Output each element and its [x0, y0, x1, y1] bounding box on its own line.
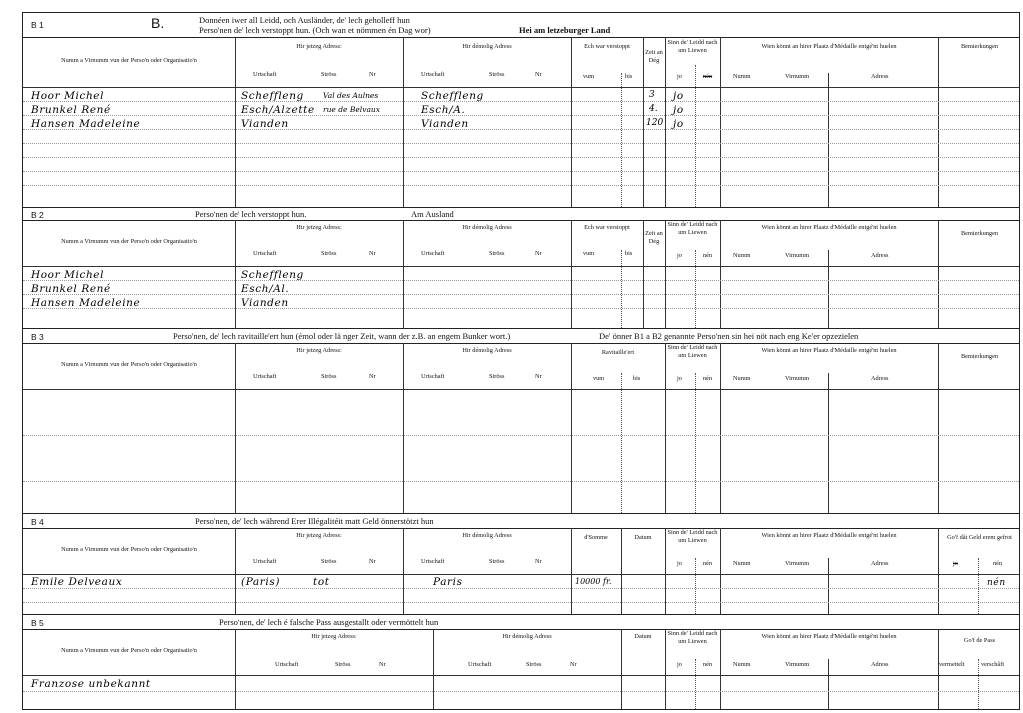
sub-locality: Urtschaft — [253, 558, 277, 565]
entry-street: rue de Belvaux — [323, 105, 380, 114]
col-time-header: Zeit an Dég — [645, 230, 663, 245]
sub-nr: Nr — [369, 250, 376, 257]
sub-pass-issued: vermettelt — [939, 661, 965, 668]
col-former-address-header: Hir démolig Adress — [462, 347, 512, 354]
col-sum-header: d'Somme — [584, 534, 608, 541]
sub-no: nén — [703, 252, 713, 259]
col-supplied-header: Ravitaille'ert — [601, 349, 635, 356]
section-title-line1: Donnéen iwer all Leidd, och Ausländer, de' lech geholleff hun — [199, 15, 410, 25]
sub-street: Ströss — [489, 373, 505, 380]
sub-medal-address: Adress — [871, 73, 889, 80]
sub-locality: Urtschaft — [421, 71, 445, 78]
sub-nr: Nr — [570, 661, 577, 668]
sub-street: Ströss — [321, 558, 337, 565]
col-name-header: Numm a Virnumm vun der Perso'n oder Organisatio'n — [61, 238, 197, 245]
entry-alive: jo — [673, 90, 684, 102]
section-title: Perso'nen, de' lech während Erer Illégalitéit matt Geld önnerstötzt hun — [195, 516, 434, 526]
sub-street: Ströss — [321, 373, 337, 380]
sub-yes: jo — [677, 375, 682, 382]
section-title: Perso'nen de' lech verstoppt hun. — [195, 209, 307, 219]
sub-street: Ströss — [489, 71, 505, 78]
col-hidden-header: Ech war verstoppt — [584, 43, 630, 50]
sub-nr: Nr — [535, 558, 542, 565]
sub-medal-firstname: Virnumm — [785, 661, 810, 668]
entry-name: Brunkel René — [31, 283, 111, 295]
sub-nr: Nr — [369, 71, 376, 78]
sub-from: vum — [583, 250, 595, 257]
sub-locality: Urtschaft — [275, 661, 299, 668]
entry-name: Hansen Madeleine — [31, 297, 141, 309]
sub-locality: Urtschaft — [468, 661, 492, 668]
section-b2 — [22, 207, 1020, 329]
sub-no: nén — [703, 661, 713, 668]
sub-locality: Urtschaft — [253, 373, 277, 380]
sub-street: Ströss — [526, 661, 542, 668]
sub-no: nén — [703, 560, 713, 567]
col-current-address-header: Hir jetzeg Adress: — [296, 347, 342, 354]
sub-from: vum — [583, 73, 595, 80]
col-suffered-header: Sinn de' Leidd nach um Liewen — [667, 39, 718, 54]
sub-street: Ströss — [489, 250, 505, 257]
entry-locality: Esch/Alzette — [241, 104, 315, 116]
section-title-right: De' önner B1 a B2 genannte Perso'nen sin hei nöt nach eng Ke'er opzezielen — [599, 331, 859, 341]
entry-locality: Esch/Al. — [241, 283, 290, 295]
sub-medal-address: Adress — [871, 375, 889, 382]
entry-locality: Scheffleng — [241, 90, 304, 102]
sub-locality: Urtschaft — [421, 558, 445, 565]
sub-to: bis — [633, 375, 641, 382]
sub-medal-name: Numm — [733, 560, 751, 567]
sub-medal-name: Numm — [733, 73, 751, 80]
entry-name: Emile Delveaux — [31, 576, 123, 588]
sub-pass-obtained: verschâft — [981, 661, 1005, 668]
sub-money-no: nén — [993, 560, 1003, 567]
col-suffered-header: Sinn de' Leidd nach um Liewen — [667, 221, 718, 236]
sub-nr: Nr — [535, 373, 542, 380]
section-title-right: Am Ausland — [411, 209, 454, 219]
entry-alive: jo — [673, 104, 684, 116]
sub-no: nén — [703, 375, 713, 382]
sub-medal-name: Numm — [733, 375, 751, 382]
entry-name: Brunkel René — [31, 104, 111, 116]
entry-name: Franzose unbekannt — [31, 678, 151, 690]
entry-locality: Vianden — [241, 118, 289, 130]
col-remarks-header: Bemierkungen — [960, 353, 999, 360]
sub-yes: jo — [677, 252, 682, 259]
entry-street: tot — [313, 576, 330, 588]
col-name-header: Numm a Virnumm vun der Perso'n oder Organisatio'n — [61, 361, 197, 368]
col-suffered-header: Sinn de' Leidd nach um Liewen — [667, 344, 718, 359]
col-former-address-header: Hir démolig Adress — [502, 633, 552, 640]
col-former-address-header: Hir démolig Adress — [462, 224, 512, 231]
col-suffered-header: Sinn de' Leidd nach um Liewen — [667, 529, 718, 544]
entry-former: Vianden — [421, 118, 469, 130]
entry-former: Esch/A. — [421, 104, 466, 116]
sub-from: vum — [593, 375, 605, 382]
col-medal-header: Wien könnt an hirer Plaatz d'Médaille entgé'nt huelen — [761, 347, 897, 354]
sub-street: Ströss — [321, 250, 337, 257]
section-b1 — [22, 12, 1020, 208]
col-name-header: Numm a Virnumm vun der Perso'n oder Organisatio'n — [61, 57, 197, 64]
section-b4 — [22, 513, 1020, 615]
col-date-header: Datum — [634, 633, 652, 640]
sub-money-yes: jo — [953, 560, 958, 567]
section-id: B 1 — [31, 20, 44, 30]
sub-medal-name: Numm — [733, 252, 751, 259]
entry-locality: Scheffleng — [241, 269, 304, 281]
form-letter: B. — [151, 15, 165, 31]
col-medal-header: Wien könnt an hirer Plaatz d'Médaille entgé'nt huelen — [761, 43, 897, 50]
col-former-address-header: Hir démolig Adress — [462, 43, 512, 50]
col-current-address-header: Hir jetzeg Adress: — [296, 224, 342, 231]
col-former-address-header: Hir démolig Adress — [462, 532, 512, 539]
sub-medal-firstname: Virnumm — [785, 73, 810, 80]
col-current-address-header: Hir jetzeg Adress: — [296, 43, 342, 50]
sub-street: Ströss — [335, 661, 351, 668]
sub-medal-firstname: Virnumm — [785, 375, 810, 382]
section-b5 — [22, 614, 1020, 710]
entry-name: Hoor Michel — [31, 269, 105, 281]
sub-nr: Nr — [369, 373, 376, 380]
entry-name: Hansen Madeleine — [31, 118, 141, 130]
entry-former: Scheffleng — [421, 90, 484, 102]
entry-days: 3 — [649, 90, 655, 100]
sub-nr: Nr — [535, 71, 542, 78]
sub-medal-address: Adress — [871, 661, 889, 668]
col-name-header: Numm a Virnumm vun der Perso'n oder Organisatio'n — [61, 546, 197, 553]
entry-locality: (Paris) — [241, 576, 281, 588]
sub-to: bis — [625, 73, 633, 80]
section-id: B 5 — [31, 618, 44, 628]
col-suffered-header: Sinn de' Leidd nach um Liewen — [667, 630, 718, 645]
entry-name: Hoor Michel — [31, 90, 105, 102]
entry-sum: 10000 fr. — [575, 577, 612, 586]
sub-to: bis — [625, 250, 633, 257]
section-b3 — [22, 328, 1020, 514]
sub-nr: Nr — [379, 661, 386, 668]
sub-locality: Urtschaft — [253, 71, 277, 78]
section-title-line2: Perso'nen de' lech verstoppt hun. (Och wan et nömmen én Dag wor) — [199, 25, 431, 35]
entry-locality: Vianden — [241, 297, 289, 309]
entry-days: 4. — [649, 104, 658, 114]
sub-street: Ströss — [489, 558, 505, 565]
section-title-right: Hei am letzeburger Land — [519, 25, 611, 35]
sub-medal-address: Adress — [871, 252, 889, 259]
col-remarks-header: Bemierkungen — [960, 43, 999, 50]
sub-no: nén — [703, 73, 713, 80]
section-id: B 2 — [31, 210, 44, 220]
col-time-header: Zeit an Dég — [645, 49, 663, 64]
sub-medal-firstname: Virnumm — [785, 560, 810, 567]
col-name-header: Numm a Virnumm vun der Perso'n oder Organisatio'n — [61, 647, 197, 654]
sub-street: Ströss — [321, 71, 337, 78]
col-pass-header: Go'f de Pass — [963, 637, 996, 644]
section-id: B 3 — [31, 332, 44, 342]
col-medal-header: Wien könnt an hirer Plaatz d'Médaille entgé'nt huelen — [761, 224, 897, 231]
sub-medal-firstname: Virnumm — [785, 252, 810, 259]
sub-yes: jo — [677, 661, 682, 668]
sub-medal-address: Adress — [871, 560, 889, 567]
col-medal-header: Wien könnt an hirer Plaatz d'Médaille entgé'nt huelen — [761, 633, 897, 640]
entry-days: 120 — [646, 118, 664, 128]
sub-nr: Nr — [369, 558, 376, 565]
sub-nr: Nr — [535, 250, 542, 257]
sub-yes: jo — [677, 560, 682, 567]
section-title: Perso'nen, de' lech é falsche Pass ausgestallt oder vermöttelt hun — [219, 617, 439, 627]
col-money-back-header: Go'f dât Geld erem gefrot — [947, 534, 1012, 541]
sub-locality: Urtschaft — [421, 250, 445, 257]
col-date-header: Datum — [634, 534, 652, 541]
section-title: Perso'nen, de' lech ravitaille'ert hun (émol oder lä nger Zeit, wann der z.B. an engem Bunker wort.) — [173, 331, 511, 341]
sub-locality: Urtschaft — [421, 373, 445, 380]
sub-locality: Urtschaft — [253, 250, 277, 257]
col-current-address-header: Hir jetzeg Adress: — [296, 532, 342, 539]
entry-street: Val des Aulnes — [323, 91, 379, 100]
section-id: B 4 — [31, 517, 44, 527]
col-current-address-header: Hir jetzeg Adress: — [311, 633, 357, 640]
sub-medal-name: Numm — [733, 661, 751, 668]
col-medal-header: Wien könnt an hirer Plaatz d'Médaille entgé'nt huelen — [761, 532, 897, 539]
sub-yes: jo — [677, 73, 682, 80]
entry-alive: jo — [673, 118, 684, 130]
entry-answer: nén — [987, 578, 1006, 588]
entry-former: Paris — [433, 576, 463, 588]
col-hidden-header: Ech war verstoppt — [584, 224, 630, 231]
col-remarks-header: Bemierkungen — [960, 230, 999, 237]
